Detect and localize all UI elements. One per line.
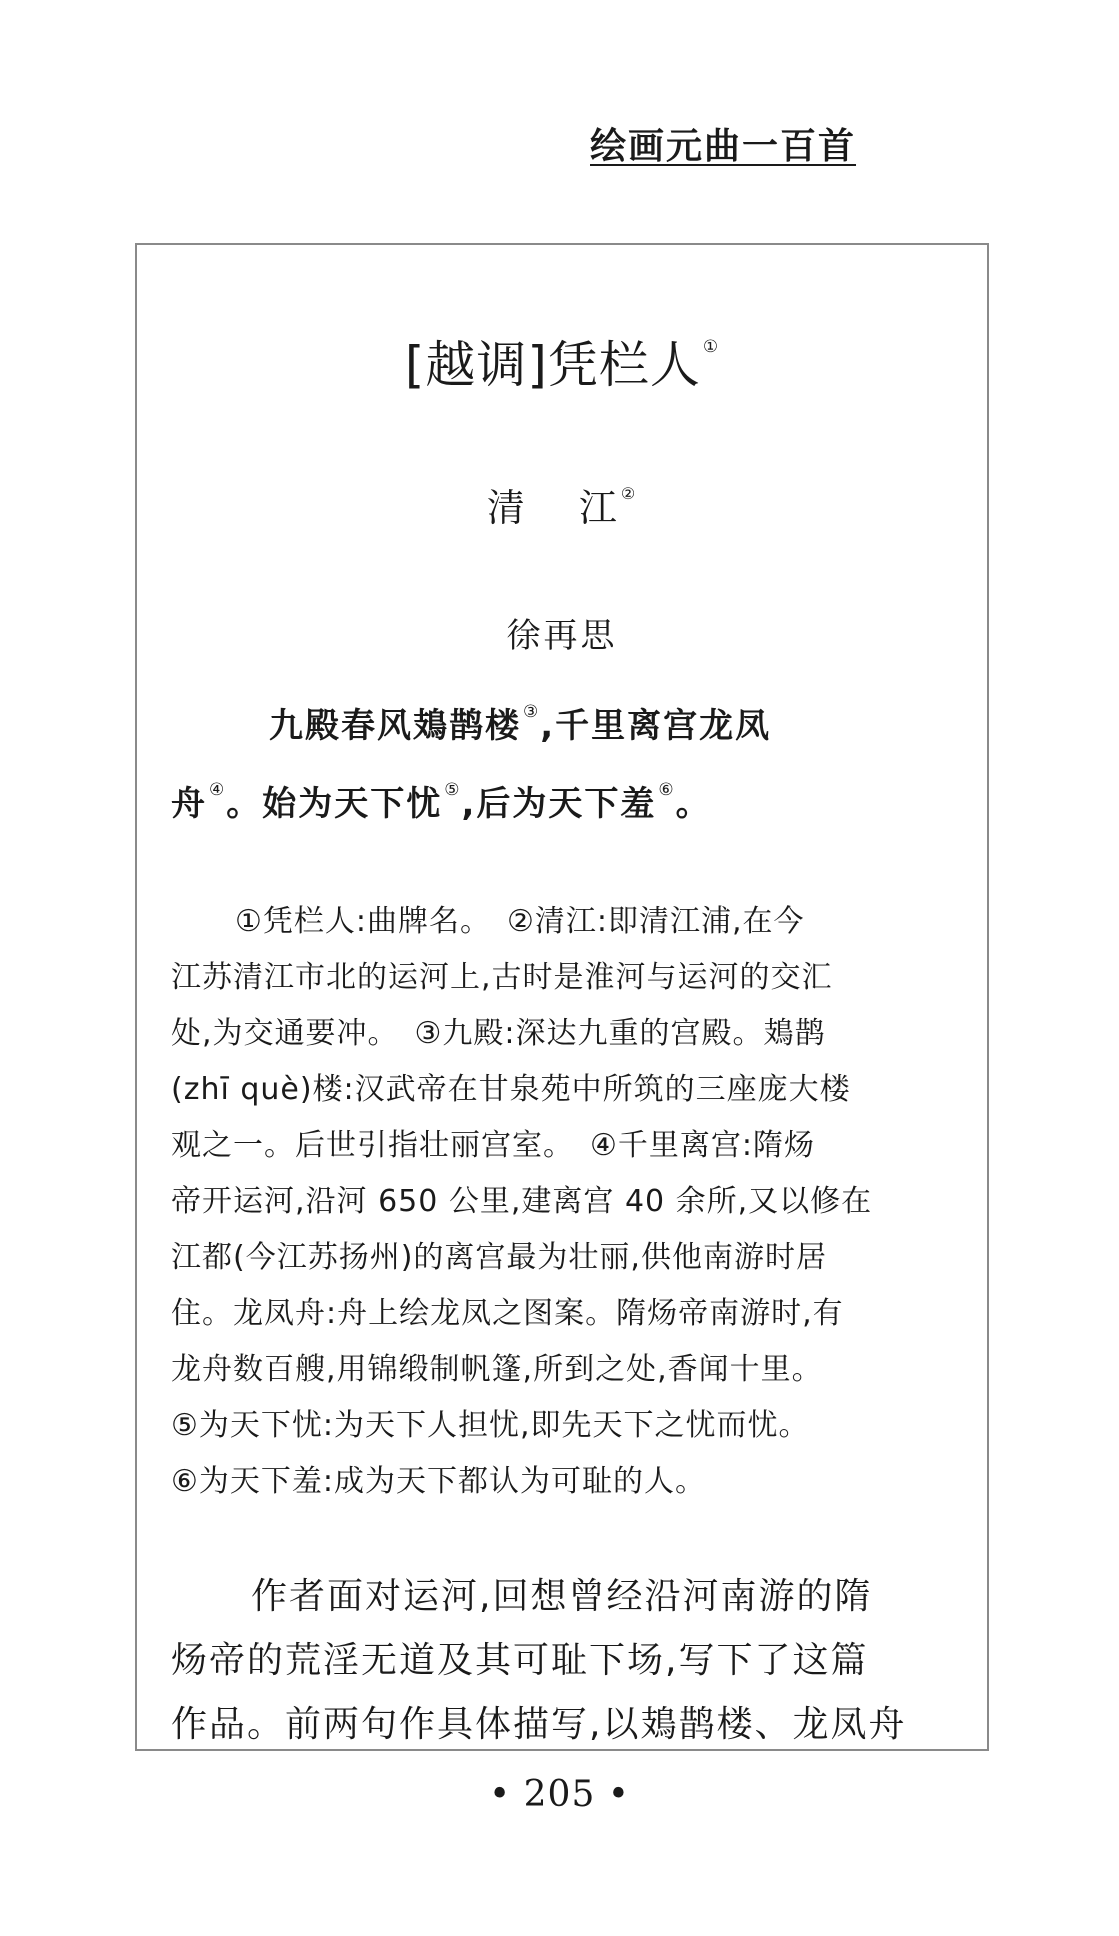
note-mark-6: ⑥ (658, 780, 676, 800)
sub-title-second-char: 江 (578, 486, 619, 530)
work-title-text: [越调]凭栏人 (404, 336, 701, 394)
poem-line-1: 九殿春风鳷鹊楼 ③,千里离宫龙凤 (269, 702, 772, 746)
note-mark-5: ⑤ (444, 780, 462, 800)
annotation-line: 住。龙凤舟:舟上绘龙凤之图案。隋炀帝南游时,有 (171, 1296, 844, 1331)
annotation-line: 龙舟数百艘,用锦缎制帆篷,所到之处,香闻十里。 (171, 1352, 823, 1387)
annotation-line: ①凭栏人:曲牌名。 ②清江:即清江浦,在今 (235, 904, 805, 939)
note-mark-3: ③ (523, 702, 541, 722)
annotation-line: 帝开运河,沿河 650 公里,建离宫 40 余所,又以修在 (171, 1184, 873, 1219)
note-mark-2: ② (620, 484, 638, 503)
annotations (171, 894, 961, 1510)
annotation-line: 江苏清江市北的运河上,古时是淮河与运河的交汇 (171, 960, 833, 995)
annotation-line: ⑤为天下忧:为天下人担忧,即先天下之忧而忧。 (171, 1408, 810, 1443)
poem-line-2: 舟 ④。始为天下忧 ⑤,后为天下羞 ⑥。 (171, 780, 712, 824)
note-mark-1: ① (702, 337, 720, 357)
commentary-line: 作者面对运河,回想曾经沿河南游的隋 (251, 1576, 873, 1617)
annotation-line: 处,为交通要冲。 ③九殿:深达九重的宫殿。鳷鹊 (171, 1016, 826, 1051)
annotation-line: 江都(今江苏扬州)的离宫最为壮丽,供他南游时居 (171, 1240, 827, 1275)
annotation-line: 观之一。后世引指壮丽宫室。 ④千里离宫:隋炀 (171, 1128, 816, 1163)
work-title (137, 325, 987, 397)
annotation-line: (zhī què)楼:汉武帝在甘泉苑中所筑的三座庞大楼 (171, 1072, 851, 1107)
sub-title-first-char: 清 (486, 486, 527, 530)
page-number: • 205 • (488, 1774, 631, 1815)
author-name: 徐再思 (506, 616, 618, 656)
sub-title (137, 477, 987, 532)
content-frame (135, 243, 989, 1751)
commentary (171, 1565, 961, 1751)
poem-text (171, 690, 961, 846)
commentary-line: 作品。前两句作具体描写,以鳷鹊楼、龙凤舟 (171, 1704, 907, 1745)
note-mark-4: ④ (209, 780, 227, 800)
running-header: 绘画元曲一百首 (590, 126, 857, 167)
annotation-line: ⑥为天下羞:成为天下都认为可耻的人。 (171, 1464, 707, 1499)
commentary-line: 炀帝的荒淫无道及其可耻下场,写下了这篇 (171, 1640, 869, 1681)
